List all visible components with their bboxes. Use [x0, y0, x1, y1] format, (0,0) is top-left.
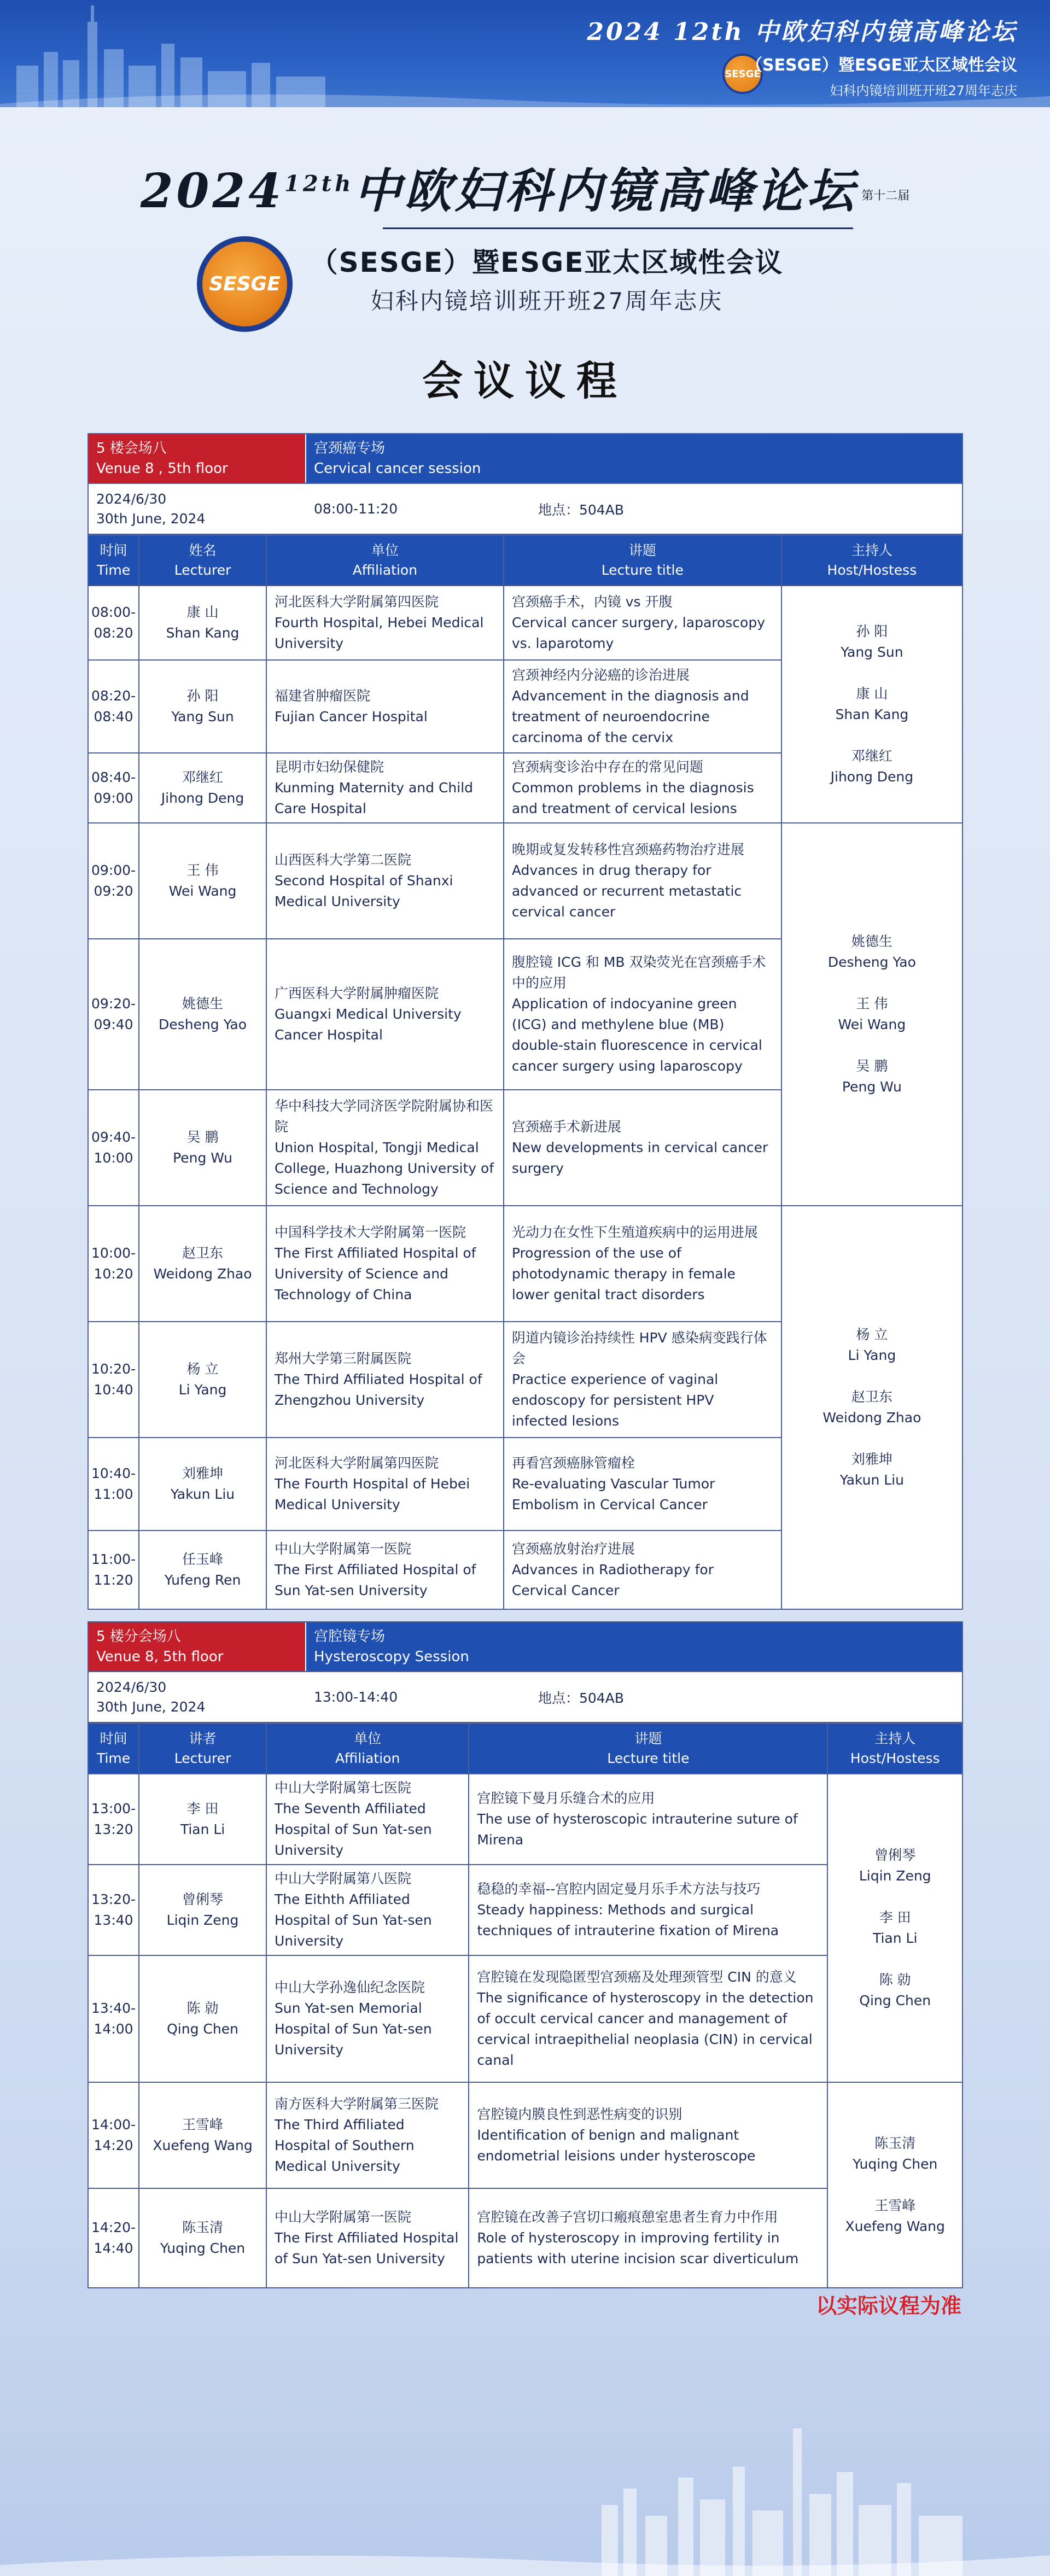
affiliation-cell: [266, 1774, 469, 1865]
lecturer-name-cn: 曾俐琴: [182, 1891, 224, 1907]
time-value: 11:00-11:20: [91, 1551, 136, 1588]
table-header-row: [88, 1724, 962, 1774]
lecture-title-cell: [504, 1206, 781, 1322]
main-title-text: 中欧妇科内镜高峰论坛: [354, 163, 858, 219]
host-name-cn: 陈玉清: [874, 2135, 916, 2151]
affiliation-en: The First Affiliated Hospital of University of Science and Technology of China: [274, 1245, 476, 1302]
topic-en: Hysteroscopy Session: [314, 1649, 469, 1665]
col-host: 主持人 Host/Hostess: [781, 535, 962, 586]
host-cell: [781, 1206, 962, 1609]
host-name-en: Qing Chen: [859, 1993, 931, 2008]
lecturer-name-en: Tian Li: [180, 1821, 225, 1837]
lecture-title-cell: [504, 1438, 781, 1531]
host-name-cn: 曾俐琴: [874, 1847, 916, 1863]
lecturer-name-en: Desheng Yao: [159, 1017, 247, 1032]
time-cell: [88, 823, 139, 939]
banner-logo-text: SESGE: [725, 68, 761, 80]
agenda-table: [88, 1723, 963, 2288]
host-name-cn: 王 伟: [856, 996, 888, 1012]
host-name-en: Jihong Deng: [830, 769, 914, 785]
agenda-note: 以实际议程为准: [815, 2294, 961, 2318]
host-cell: [781, 823, 962, 1206]
time-cell: [88, 586, 139, 660]
sesge-logo-text: SESGE: [209, 273, 281, 295]
date-cn: 2024/6/30: [96, 490, 167, 507]
lecturer-cell: [139, 586, 266, 660]
lecture-title-cn: 宫颈神经内分泌癌的诊治进展: [511, 667, 690, 683]
affiliation-en: Fujian Cancer Hospital: [274, 709, 428, 725]
col-lecturer: 讲者 Lecturer: [139, 1724, 266, 1774]
lecturer-name-en: Peng Wu: [173, 1150, 232, 1166]
time-value: 10:00-10:20: [91, 1245, 136, 1282]
lecture-title-en: The significance of hysteroscopy in the detection of occult cervical cancer and management of cervical intraepithelial neoplasia (CIN) in cervical canal: [477, 1990, 814, 2068]
lecture-title-en: Steady happiness: Methods and surgical techniques of intrauterine fixation of Mirena: [477, 1902, 779, 1938]
date-en: 30th June, 2024: [96, 510, 206, 527]
affiliation-cell: [266, 660, 504, 753]
lecturer-cell: [139, 1090, 266, 1206]
lecture-title-en: Re-evaluating Vascular Tumor Embolism in Cervical Cancer: [511, 1476, 715, 1512]
host-cell: [827, 2082, 962, 2288]
host-name-cn: 王雪峰: [874, 2198, 916, 2213]
topic-cn: 宫颈癌专场: [314, 440, 386, 457]
lecturer-cell: [139, 660, 266, 753]
time-cell: [88, 1774, 139, 1865]
lecture-title-cn: 再看宫颈癌脉管瘤栓: [511, 1455, 635, 1471]
lecturer-name-en: Shan Kang: [166, 625, 240, 641]
affiliation-cell: [266, 1090, 504, 1206]
affiliation-cell: [266, 586, 504, 660]
col-lecture-title: 讲题 Lecture title: [504, 535, 781, 586]
time-value: 14:00-14:20: [91, 2117, 136, 2153]
lecturer-cell: [139, 1865, 266, 1955]
lecturer-cell: [139, 1438, 266, 1531]
lecture-title-cn: 宫颈癌手术新进展: [511, 1119, 621, 1135]
agenda-table: [88, 535, 963, 1610]
lecturer-name-en: Weidong Zhao: [153, 1266, 252, 1282]
affiliation-cn: 中山大学附属第八医院: [274, 1871, 411, 1886]
lecturer-name-en: Yuqing Chen: [160, 2240, 246, 2256]
lecture-title-en: Cervical cancer surgery, laparoscopy vs. laparotomy: [511, 615, 766, 651]
time-value: 08:40-09:00: [91, 769, 136, 806]
affiliation-cell: [266, 1865, 469, 1955]
time-value: 10:20-10:40: [91, 1361, 136, 1398]
host-name-en: Shan Kang: [835, 706, 909, 722]
session-topic: [306, 434, 962, 483]
time-value: 13:00-13:20: [91, 1801, 136, 1837]
time-value: 08:20-08:40: [91, 688, 136, 725]
lecturer-name-cn: 杨 立: [186, 1361, 219, 1377]
session-time: 13:00-14:40: [314, 1689, 398, 1705]
lecture-title-en: New developments in cervical cancer surgery: [511, 1140, 768, 1176]
lecturer-cell: [139, 1955, 266, 2082]
affiliation-en: The First Affiliated Hospital of Sun Yat-sen University: [274, 1562, 476, 1598]
affiliation-cn: 河北医科大学附属第四医院: [274, 594, 439, 610]
lecture-title-en: Practice experience of vaginal endoscopy for persistent HPV infected lesions: [511, 1371, 719, 1429]
agenda-body: [88, 1774, 962, 2288]
venue-cn: 5 楼会场八: [96, 440, 167, 457]
affiliation-cn: 广西医科大学附属肿瘤医院: [274, 985, 439, 1001]
lecture-title-cn: 腹腔镜 ICG 和 MB 双染荧光在宫颈癌手术中的应用: [511, 954, 766, 991]
time-cell: [88, 2082, 139, 2188]
lecturer-name-cn: 王雪峰: [182, 2117, 224, 2133]
venue-cn: 5 楼分会场八: [96, 1628, 181, 1645]
lecture-title-cell: [469, 1774, 827, 1865]
time-value: 14:20-14:40: [91, 2219, 136, 2256]
lecture-title-cell: [504, 823, 781, 939]
affiliation-cell: [266, 1322, 504, 1438]
host-name-en: Yuqing Chen: [853, 2156, 938, 2172]
session-hysteroscopy: [88, 1621, 963, 2288]
lecture-title-cn: 宫腔镜内膜良性到恶性病变的识别: [477, 2106, 682, 2122]
host-name-en: Yang Sun: [841, 644, 903, 660]
affiliation-cn: 河北医科大学附属第四医院: [274, 1455, 439, 1471]
session-place: 地点：504AB: [538, 1690, 624, 1706]
lecture-title-en: Advances in Radiotherapy for Cervical Cancer: [511, 1562, 714, 1598]
banner-title: 2024 12th 中欧妇科内镜高峰论坛: [587, 18, 1017, 46]
host-gap: [782, 973, 962, 994]
time-value: 09:40-10:00: [91, 1129, 136, 1166]
table-row: [88, 1774, 962, 1865]
lecturer-cell: [139, 2188, 266, 2288]
lecturer-name-cn: 刘雅坤: [182, 1465, 224, 1481]
affiliation-cell: [266, 1531, 504, 1609]
lecturer-cell: [139, 1531, 266, 1609]
host-gap: [782, 663, 962, 684]
lecturer-name-cn: 任玉峰: [182, 1551, 224, 1567]
lecturer-name-en: Liqin Zeng: [166, 1912, 239, 1928]
lecture-title-cell: [469, 1865, 827, 1955]
col-time: 时间 Time: [88, 535, 139, 586]
affiliation-cell: [266, 1206, 504, 1322]
session-header: [88, 1621, 963, 1672]
lecture-title-cn: 宫腔镜在改善子宫切口瘢痕憩室患者生育力中作用: [477, 2209, 778, 2225]
host-name-cn: 康 山: [856, 686, 888, 702]
time-value: 09:00-09:20: [91, 862, 136, 899]
lecture-title-cn: 光动力在女性下生殖道疾病中的运用进展: [511, 1224, 758, 1240]
host-name-cn: 邓继红: [851, 748, 892, 764]
affiliation-en: The Eithth Affiliated Hospital of Sun Yat-sen University: [274, 1891, 432, 1949]
session-cervical-cancer: [88, 433, 963, 1610]
host-name-en: Xuefeng Wang: [845, 2218, 945, 2234]
main-title-small: 第十二届: [861, 189, 910, 203]
top-banner: [0, 0, 1050, 107]
session-header: [88, 433, 963, 484]
lecturer-cell: [139, 939, 266, 1090]
time-cell: [88, 1438, 139, 1531]
time-value: 13:40-14:00: [91, 2000, 136, 2037]
lecturer-name-en: Qing Chen: [167, 2021, 238, 2037]
topic-cn: 宫腔镜专场: [314, 1628, 386, 1645]
affiliation-cn: 昆明市妇幼保健院: [274, 759, 384, 775]
host-name-en: Liqin Zeng: [859, 1868, 931, 1884]
lecturer-name-cn: 邓继红: [182, 769, 224, 785]
session-date: [89, 1678, 306, 1717]
lecturer-cell: [139, 1206, 266, 1322]
affiliation-cn: 中山大学附属第七医院: [274, 1780, 411, 1796]
main-title-year: 2024: [140, 163, 285, 219]
affiliation-en: The Fourth Hospital of Hebei Medical University: [274, 1476, 470, 1512]
time-cell: [88, 753, 139, 823]
lecture-title-cell: [504, 1090, 781, 1206]
affiliation-cn: 中山大学孙逸仙纪念医院: [274, 1979, 425, 1995]
affiliation-cell: [266, 2082, 469, 2188]
lecture-title-cell: [504, 753, 781, 823]
lecture-title-cell: [469, 2082, 827, 2188]
main-title-edition: 12th: [284, 171, 354, 197]
host-name-cn: 吴 鹏: [856, 1058, 888, 1074]
lecture-title-en: Advances in drug therapy for advanced or recurrent metastatic cervical cancer: [511, 862, 742, 920]
lecturer-cell: [139, 823, 266, 939]
lecturer-name-en: Yufeng Ren: [164, 1572, 241, 1588]
banner-subtitle-2: 妇科内镜培训班开班27周年志庆: [830, 83, 1017, 98]
affiliation-cell: [266, 823, 504, 939]
host-name-en: Tian Li: [872, 1930, 918, 1946]
lecture-title-cn: 宫颈癌放射治疗进展: [511, 1541, 635, 1557]
affiliation-cn: 郑州大学第三附属医院: [274, 1351, 411, 1366]
host-name-en: Peng Wu: [842, 1079, 902, 1095]
lecturer-name-cn: 姚德生: [182, 996, 224, 1012]
lecturer-name-en: Li Yang: [178, 1382, 227, 1398]
lecture-title-en: Role of hysteroscopy in improving fertility in patients with uterine incision scar diverticulum: [477, 2230, 799, 2267]
lecture-title-en: Identification of benign and malignant endometrial leisions under hysteroscope: [477, 2127, 756, 2164]
lecture-title-cn: 阴道内镜诊治持续性 HPV 感染病变践行体会: [511, 1330, 767, 1366]
host-name-en: Weidong Zhao: [822, 1410, 921, 1426]
host-name-cn: 陈 勍: [879, 1972, 911, 1988]
lecture-title-cn: 宫腔镜下曼月乐缝合术的应用: [477, 1790, 655, 1806]
lecture-title-cell: [504, 660, 781, 753]
lecturer-name-en: Jihong Deng: [161, 790, 244, 806]
lecture-title-cell: [469, 2188, 827, 2288]
topic-en: Cervical cancer session: [314, 460, 481, 477]
col-lecture-title: 讲题 Lecture title: [469, 1724, 827, 1774]
col-affiliation: 单位 Affiliation: [266, 1724, 469, 1774]
lecturer-name-cn: 吴 鹏: [186, 1129, 219, 1145]
lecturer-cell: [139, 1322, 266, 1438]
host-name-cn: 姚德生: [851, 933, 892, 949]
table-header-row: [88, 535, 962, 586]
session-venue: [89, 1622, 306, 1671]
lecturer-cell: [139, 2082, 266, 2188]
session-time: 08:00-11:20: [314, 501, 398, 517]
venue-en: Venue 8, 5th floor: [96, 1649, 224, 1665]
agenda-title: 会议议程: [422, 358, 628, 405]
affiliation-cn: 山西医科大学第二医院: [274, 852, 411, 868]
session-info: [88, 484, 963, 535]
affiliation-cn: 中山大学附属第一医院: [274, 1541, 411, 1557]
host-name-cn: 孙 阳: [856, 623, 888, 639]
lecture-title-cell: [504, 1531, 781, 1609]
table-row: [88, 1206, 962, 1322]
lecture-title-en: Application of indocyanine green (ICG) and methylene blue (MB) double-stain fluorescence in cervical cancer surgery using laparoscopy: [511, 996, 762, 1074]
date-en: 30th June, 2024: [96, 1698, 206, 1715]
banner-subtitle: （SESGE）暨ESGE亚太区域性会议: [745, 56, 1017, 75]
affiliation-en: The First Affiliated Hospital of Sun Yat-sen University: [274, 2230, 459, 2267]
host-gap: [828, 1949, 962, 1970]
lecturer-name-cn: 康 山: [186, 604, 219, 620]
time-cell: [88, 2188, 139, 2288]
time-cell: [88, 1322, 139, 1438]
time-cell: [88, 1090, 139, 1206]
host-name-cn: 杨 立: [856, 1327, 888, 1342]
lecturer-name-cn: 王 伟: [186, 862, 219, 878]
table-row: [88, 586, 962, 660]
session-topic: [306, 1622, 962, 1671]
lecturer-name-en: Xuefeng Wang: [153, 2137, 253, 2153]
time-cell: [88, 1955, 139, 2082]
host-gap: [828, 1886, 962, 1907]
session-venue: [89, 434, 306, 483]
affiliation-cell: [266, 939, 504, 1090]
affiliation-cn: 中国科学技术大学附属第一医院: [274, 1224, 466, 1240]
col-lecturer: 姓名 Lecturer: [139, 535, 266, 586]
host-name-en: Li Yang: [848, 1347, 896, 1363]
lecturer-cell: [139, 753, 266, 823]
col-affiliation: 单位 Affiliation: [266, 535, 504, 586]
conference-subtitle-2: 妇科内镜培训班开班27周年志庆: [370, 288, 724, 314]
venue-en: Venue 8 , 5th floor: [96, 460, 228, 477]
col-time: 时间 Time: [88, 1724, 139, 1774]
time-cell: [88, 1206, 139, 1322]
affiliation-en: Kunming Maternity and Child Care Hospital: [274, 780, 474, 816]
lecturer-name-cn: 孙 阳: [186, 688, 219, 704]
lecturer-name-cn: 赵卫东: [182, 1245, 224, 1261]
host-name-en: Yakun Liu: [839, 1472, 904, 1488]
time-cell: [88, 939, 139, 1090]
affiliation-cn: 福建省肿瘤医院: [274, 688, 370, 704]
bottom-city-illustration: [0, 2412, 1050, 2576]
lecture-title-en: Common problems in the diagnosis and treatment of cervical lesions: [511, 780, 754, 816]
affiliation-en: Union Hospital, Tongji Medical College, Huazhong University of Science and Technology: [274, 1140, 494, 1197]
time-value: 10:40-11:00: [91, 1465, 136, 1502]
lecture-title-cell: [469, 1955, 827, 2082]
host-name-cn: 李 田: [879, 1909, 911, 1925]
lecture-title-en: Advancement in the diagnosis and treatment of neuroendocrine carcinoma of the cervix: [511, 688, 749, 745]
host-name-cn: 赵卫东: [851, 1389, 892, 1405]
affiliation-en: Second Hospital of Shanxi Medical University: [274, 873, 453, 909]
host-cell: [781, 586, 962, 823]
affiliation-cn: 南方医科大学附属第三医院: [274, 2096, 439, 2112]
main-title: [0, 153, 1050, 221]
lecture-title-cn: 晚期或复发转移性宫颈癌药物治疗进展: [511, 842, 744, 857]
affiliation-en: Fourth Hospital, Hebei Medical University: [274, 615, 484, 651]
col-host: 主持人 Host/Hostess: [827, 1724, 962, 1774]
host-gap: [782, 1428, 962, 1449]
affiliation-en: The Seventh Affiliated Hospital of Sun Yat-sen University: [274, 1801, 432, 1858]
affiliation-cn: 中山大学附属第一医院: [274, 2209, 411, 2225]
host-gap: [828, 2175, 962, 2195]
title-divider: [383, 227, 853, 229]
affiliation-en: Guangxi Medical University Cancer Hospital: [274, 1006, 462, 1043]
date-cn: 2024/6/30: [96, 1679, 167, 1695]
lecturer-cell: [139, 1774, 266, 1865]
lecture-title-cell: [504, 1322, 781, 1438]
session-date: [89, 489, 306, 529]
lecturer-name-en: Yakun Liu: [170, 1486, 235, 1502]
host-gap: [782, 1035, 962, 1056]
lecture-title-cn: 稳稳的幸福--宫腔内固定曼月乐手术方法与技巧: [477, 1881, 761, 1897]
lecture-title-cn: 宫颈癌手术，内镜 vs 开腹: [511, 594, 673, 610]
affiliation-cell: [266, 2188, 469, 2288]
table-row: [88, 2082, 962, 2188]
table-row: [88, 823, 962, 939]
lecturer-name-cn: 陈 勍: [186, 2000, 219, 2016]
host-name-en: Wei Wang: [838, 1017, 906, 1032]
affiliation-cn: 华中科技大学同济医学院附属协和医院: [274, 1098, 493, 1135]
time-cell: [88, 660, 139, 753]
affiliation-cell: [266, 753, 504, 823]
lecturer-name-en: Yang Sun: [171, 709, 234, 725]
time-value: 13:20-13:40: [91, 1891, 136, 1928]
time-value: 08:00-08:20: [91, 604, 136, 641]
lecturer-name-en: Wei Wang: [168, 883, 237, 899]
affiliation-en: Sun Yat-sen Memorial Hospital of Sun Yat-sen University: [274, 2000, 432, 2058]
host-cell: [827, 1774, 962, 2082]
time-cell: [88, 1531, 139, 1609]
lecture-title-cn: 宫颈病变诊治中存在的常见问题: [511, 759, 703, 775]
lecture-title-en: Progression of the use of photodynamic therapy in female lower genital tract disorders: [511, 1245, 736, 1302]
host-gap: [782, 725, 962, 746]
session-place: 地点：504AB: [538, 501, 624, 518]
lecturer-name-cn: 李 田: [186, 1801, 219, 1816]
lecture-title-en: The use of hysteroscopic intrauterine suture of Mirena: [477, 1811, 798, 1848]
time-cell: [88, 1865, 139, 1955]
session-info: [88, 1672, 963, 1723]
banner-title-block: [587, 12, 1017, 99]
affiliation-cell: [266, 1438, 504, 1531]
agenda-body: [88, 586, 962, 1609]
host-name-en: Desheng Yao: [827, 954, 916, 970]
lecture-title-cn: 宫腔镜在发现隐匿型宫颈癌及处理颈管型 CIN 的意义: [477, 1969, 797, 1985]
time-value: 09:20-09:40: [91, 996, 136, 1032]
affiliation-en: The Third Affiliated Hospital of Zhengzhou University: [274, 1371, 482, 1408]
affiliation-cell: [266, 1955, 469, 2082]
host-gap: [782, 1366, 962, 1387]
lecturer-name-cn: 陈玉清: [182, 2219, 224, 2235]
conference-subtitle: （SESGE）暨ESGE亚太区域性会议: [310, 247, 784, 278]
affiliation-en: The Third Affiliated Hospital of Southern Medical University: [274, 2117, 415, 2174]
host-name-cn: 刘雅坤: [851, 1451, 892, 1467]
lecture-title-cell: [504, 586, 781, 660]
lecture-title-cell: [504, 939, 781, 1090]
